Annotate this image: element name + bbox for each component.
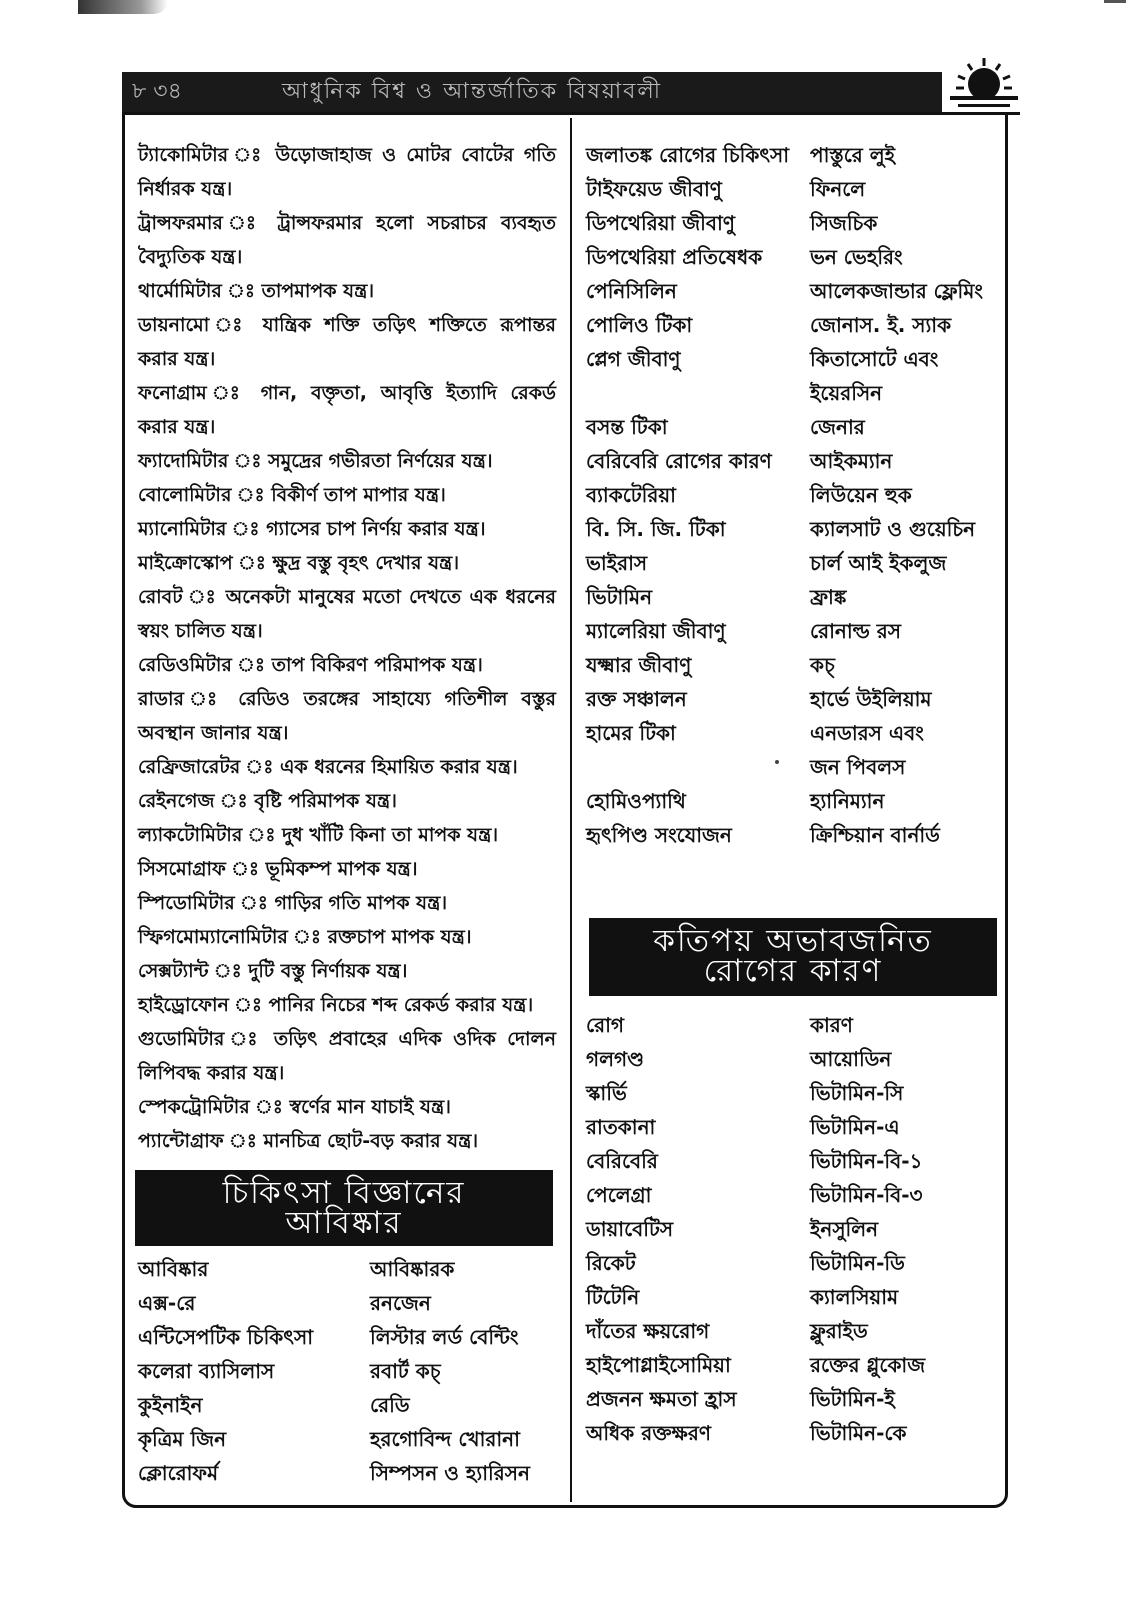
cell-item: কুইনাইন [138, 1393, 203, 1417]
instrument-entry [138, 546, 556, 580]
instrument-term: মাইক্রোস্কোপ [138, 552, 233, 574]
instrument-description: বিকীর্ণ তাপ মাপার যন্ত্র। [271, 484, 446, 506]
page-header [122, 72, 942, 112]
cell-value: এনডারস এবং [810, 721, 924, 745]
instrument-term: রাডার [138, 688, 184, 710]
cell-value: চার্ল আই ইকলুজ [810, 551, 947, 575]
instrument-entry [138, 988, 556, 1022]
cell-item: এক্স-রে [138, 1291, 196, 1315]
instrument-entry [138, 512, 556, 546]
table-row [586, 1348, 1010, 1382]
cell-value: ভিটামিন-ই [810, 1387, 895, 1411]
instrument-description: বৃষ্টি পরিমাপক যন্ত্র। [254, 790, 397, 812]
instrument-entry [138, 444, 556, 478]
cell-value: কচ্ [810, 653, 835, 677]
instrument-term: ফনোগ্রাম [138, 382, 207, 404]
instrument-term: থার্মোমিটার [138, 280, 222, 302]
instrument-entry [138, 750, 556, 784]
table-row [586, 750, 1010, 784]
instrument-description: সমুদ্রের গভীরতা নির্ণয়ের যন্ত্র। [268, 450, 493, 472]
instrument-term: ট্যাকোমিটার [138, 144, 229, 166]
cell-value: লিউয়েন হুক [810, 483, 912, 507]
instrument-description: অনেকটা মানুষের মতো দেখতে এক ধরনের স্বয়ং চালিত যন্ত্র। [138, 586, 557, 642]
instrument-entry [138, 954, 556, 988]
table-row [586, 546, 1010, 580]
table-row [586, 1076, 1010, 1110]
table-row [586, 512, 1010, 546]
instrument-entry [138, 206, 556, 274]
medical-heading-line1: চিকিৎসা বিজ্ঞানের [222, 1175, 466, 1211]
cell-item: অধিক রক্তক্ষরণ [586, 1421, 711, 1445]
instrument-entry [138, 138, 556, 206]
cell-item: কলেরা ব্যাসিলাস [138, 1359, 275, 1383]
cell-item: পেনিসিলিন [586, 279, 677, 303]
cell-value: ইয়েরসিন [810, 381, 883, 405]
table-row [586, 784, 1010, 818]
table-row [586, 138, 1010, 172]
cell-item: ডিপথেরিয়া প্রতিষেধক [586, 245, 763, 269]
cell-item: এন্টিসেপটিক চিকিৎসা [138, 1325, 313, 1349]
cell-value: ভিটামিন-কে [810, 1421, 907, 1445]
instrument-entry [138, 1022, 556, 1090]
instrument-description: তাপমাপক যন্ত্র। [261, 280, 375, 302]
cell-item: ভাইরাস [586, 551, 648, 575]
cell-item: জলাতঙ্ক রোগের চিকিৎসা [586, 143, 790, 167]
instrument-description: রক্তচাপ মাপক যন্ত্র। [327, 926, 472, 948]
table-row [586, 172, 1010, 206]
instrument-term: ট্রান্সফরমার [138, 212, 223, 234]
medical-heading-line2: আবিষ্কার [285, 1205, 403, 1241]
instrument-term: রেফ্রিজারেটর [138, 756, 241, 778]
table-row [586, 716, 1010, 750]
column-header-discoverer: আবিষ্কারক [370, 1257, 455, 1281]
instrument-description: রেডিও তরঙ্গের সাহায্যে গতিশীল বস্তুর অবস্থান জানার যন্ত্র। [138, 688, 556, 744]
cell-item [586, 376, 810, 410]
instrument-term: সিসমোগ্রাফ [138, 858, 226, 880]
instrument-term: স্পিডোমিটার [138, 892, 235, 914]
instruments-list [138, 138, 556, 1158]
cell-value: ভিটামিন-এ [810, 1115, 900, 1139]
table-header-row [138, 1252, 560, 1286]
instrument-term: ফ্যাদোমিটার [138, 450, 229, 472]
cell-value: রেডি [370, 1393, 410, 1417]
table-row [586, 206, 1010, 240]
cell-item: বেরিবেরি রোগের কারণ [586, 449, 772, 473]
cell-value: হার্ভে উইলিয়াম [810, 687, 932, 711]
cell-item: বসন্ত টিকা [586, 415, 668, 439]
instrument-description: গাড়ির গতি মাপক যন্ত্র। [274, 892, 448, 914]
cell-item: বি. সি. জি. টিকা [586, 517, 726, 541]
cell-item: রাতকানা [586, 1115, 656, 1139]
instrument-description: গ্যাসের চাপ নির্ণয় করার যন্ত্র। [266, 518, 486, 540]
instrument-entry [138, 1090, 556, 1124]
table-row [138, 1422, 560, 1456]
table-row [586, 342, 1010, 376]
instrument-term: রেইনগেজ [138, 790, 215, 812]
column-header-disease: রোগ [586, 1013, 625, 1037]
medical-discoveries-heading [135, 1170, 553, 1246]
deficiency-heading-line1: কতিপয় অভাবজনিত [653, 923, 933, 959]
instrument-term: সেক্সট্যান্ট [138, 960, 209, 982]
instrument-description: তাপ বিকিরণ পরিমাপক যন্ত্র। [271, 654, 483, 676]
instrument-entry [138, 648, 556, 682]
cell-value: ইনসুলিন [810, 1217, 879, 1241]
cell-item: রক্ত সঞ্চালন [586, 687, 687, 711]
instrument-term: ম্যানোমিটার [138, 518, 227, 540]
instrument-description: ট্রান্সফরমার হলো সচরাচর ব্যবহৃত বৈদ্যুতিক যন্ত্র। [138, 212, 556, 268]
cell-value: লিস্টার লর্ড বেন্টিং [370, 1325, 519, 1349]
cell-value: ভিটামিন-সি [810, 1081, 904, 1105]
cell-value: রোনাল্ড রস [810, 619, 902, 643]
table-row [586, 1382, 1010, 1416]
instrument-term: রেডিওমিটার [138, 654, 232, 676]
table-row [586, 1178, 1010, 1212]
instrument-entry [138, 1124, 556, 1158]
cell-value: আইকম্যান [810, 449, 893, 473]
instrument-description: যান্ত্রিক শক্তি তড়িৎ শক্তিতে রূপান্তর করার যন্ত্র। [138, 314, 557, 370]
cell-value: রবার্ট কচ্ [370, 1359, 441, 1383]
cell-item: রিকেট [586, 1251, 636, 1275]
table-row [586, 1110, 1010, 1144]
instrument-description: ক্ষুদ্র বস্তু বৃহৎ দেখার যন্ত্র। [272, 552, 460, 574]
table-row [586, 274, 1010, 308]
cell-value: আয়োডিন [810, 1047, 892, 1071]
cell-item: ভিটামিন [586, 585, 653, 609]
cell-value: ক্যালসাট ও গুয়েচিন [810, 517, 976, 541]
instrument-description: মানচিত্র ছোট-বড় করার যন্ত্র। [263, 1130, 479, 1152]
scan-artifact [78, 0, 168, 14]
instrument-entry [138, 852, 556, 886]
instrument-entry [138, 376, 556, 444]
discoveries-continued-table [586, 138, 1010, 852]
cell-item: গলগণ্ড [586, 1047, 645, 1071]
instrument-entry [138, 308, 556, 376]
instrument-entry [138, 274, 556, 308]
cell-value: ফ্লুরাইড [810, 1319, 868, 1343]
scan-artifact-corner [1104, 0, 1126, 3]
table-row [586, 240, 1010, 274]
instrument-term: রোবট [138, 586, 183, 608]
instrument-term: বোলোমিটার [138, 484, 232, 506]
table-row [586, 308, 1010, 342]
cell-value: আলেকজান্ডার ফ্লেমিং [810, 279, 983, 303]
column-header-cause: কারণ [810, 1013, 853, 1037]
instrument-description: তড়িৎ প্রবাহের এদিক ওদিক দোলন লিপিবদ্ধ করার যন্ত্র। [138, 1028, 556, 1084]
cell-item: হৃৎপিণ্ড সংযোজন [586, 823, 732, 847]
cell-item: ব্যাকটেরিয়া [586, 483, 676, 507]
column-header-discovery: আবিষ্কার [138, 1257, 209, 1281]
cell-item: কৃত্রিম জিন [138, 1427, 227, 1451]
cell-value: ভিটামিন-ডি [810, 1251, 905, 1275]
cell-item: পোলিও টিকা [586, 313, 693, 337]
deficiency-heading-line2: রোগের কারণ [703, 953, 883, 989]
cell-item: হামের টিকা [586, 721, 676, 745]
table-row [586, 818, 1010, 852]
cell-item: পেলেগ্রা [586, 1183, 652, 1207]
cell-value: রক্তের গ্লুকোজ [810, 1353, 926, 1377]
page-title: আধুনিক বিশ্ব ও আন্তর্জাতিক বিষয়াবলী [282, 79, 663, 104]
table-row [586, 614, 1010, 648]
cell-value: ক্যালসিয়াম [810, 1285, 899, 1309]
instrument-term: হাইড্রোফোন [138, 994, 229, 1016]
instrument-term: প্যান্টোগ্রাফ [138, 1130, 224, 1152]
instrument-description: দুটি বস্তু নির্ণায়ক যন্ত্র। [248, 960, 408, 982]
cell-value: পাস্তুরে লুই [810, 143, 896, 167]
deficiency-diseases-heading [589, 918, 997, 996]
table-row [586, 648, 1010, 682]
cell-item: টাইফয়েড জীবাণু [586, 177, 722, 201]
cell-value: সিজচিক [810, 211, 878, 235]
cell-item: হোমিওপ্যাথি [586, 789, 686, 813]
medical-discoveries-table [138, 1252, 560, 1490]
table-row [586, 1246, 1010, 1280]
instrument-term: স্পেকট্রোমিটার [138, 1096, 250, 1118]
table-row [586, 580, 1010, 614]
instrument-entry [138, 478, 556, 512]
cell-item: ম্যালেরিয়া জীবাণু [586, 619, 726, 643]
table-row [586, 1144, 1010, 1178]
cell-item: হাইপোগ্লাইসোমিয়া [586, 1353, 731, 1377]
table-row [586, 1314, 1010, 1348]
cell-value: জন পিবলস [810, 755, 906, 779]
cell-item: প্লেগ জীবাণু [586, 347, 681, 371]
cell-value: হরগোবিন্দ খোরানা [370, 1427, 520, 1451]
cell-item: স্কার্ভি [586, 1081, 627, 1105]
cell-value: ফিনলে [810, 177, 866, 201]
table-header-row [586, 1008, 1010, 1042]
table-row [138, 1388, 560, 1422]
cell-item: টিটেনি [586, 1285, 640, 1309]
instrument-entry [138, 920, 556, 954]
table-row [586, 478, 1010, 512]
column-divider [570, 118, 572, 1502]
instrument-description: ভূমিকম্প মাপক যন্ত্র। [265, 858, 418, 880]
table-row [586, 1280, 1010, 1314]
instrument-entry [138, 784, 556, 818]
table-row [586, 1212, 1010, 1246]
instrument-description: পানির নিচের শব্দ রেকর্ড করার যন্ত্র। [268, 994, 534, 1016]
instrument-term: স্ফিগমোম্যানোমিটার [138, 926, 288, 948]
cell-value: ভিটামিন-বি-১ [810, 1149, 923, 1173]
cell-value: রনজেন [370, 1291, 431, 1315]
table-row [586, 444, 1010, 478]
cell-value: ফ্রাঙ্ক [810, 585, 847, 609]
cell-value: জোনাস. ই. স্যাক [810, 313, 952, 337]
cell-item: বেরিবেরি [586, 1149, 658, 1173]
cell-item [586, 750, 810, 784]
table-row [586, 1042, 1010, 1076]
table-row [138, 1456, 560, 1490]
cell-item: দাঁতের ক্ষয়রোগ [586, 1319, 710, 1343]
table-row [138, 1354, 560, 1388]
instrument-description: স্বর্ণের মান যাচাই যন্ত্র। [289, 1096, 451, 1118]
cell-value: ভন ভেহরিং [810, 245, 903, 269]
cell-value: ভিটামিন-বি-৩ [810, 1183, 923, 1207]
page-number: ৮ ৩৪ [132, 79, 182, 104]
cell-value: জেনার [810, 415, 865, 439]
cell-value: হ্যানিম্যান [810, 789, 885, 813]
instrument-description: দুধ খাঁটি কিনা তা মাপক যন্ত্র। [282, 824, 499, 846]
instrument-entry [138, 818, 556, 852]
table-row [138, 1286, 560, 1320]
cell-item: ক্লোরোফর্ম [138, 1461, 219, 1485]
cell-item: ডায়াবেটিস [586, 1217, 674, 1241]
table-row [586, 410, 1010, 444]
cell-item: প্রজনন ক্ষমতা হ্রাস [586, 1387, 737, 1411]
publisher-logo-icon [944, 54, 1024, 120]
cell-value: কিতাসোটে এবং [810, 347, 939, 371]
instrument-term: গুডোমিটার [138, 1028, 225, 1050]
cell-item: ডিপথেরিয়া জীবাণু [586, 211, 735, 235]
table-row [586, 376, 1010, 410]
instrument-term: ল্যাকটোমিটার [138, 824, 243, 846]
instrument-entry [138, 682, 556, 750]
table-row [586, 1416, 1010, 1450]
print-speck [775, 760, 779, 764]
deficiency-diseases-table [586, 1008, 1010, 1450]
cell-value: সিম্পসন ও হ্যারিসন [370, 1461, 530, 1485]
instrument-term: ডায়নামো [138, 314, 210, 336]
instrument-entry [138, 580, 556, 648]
cell-value: ক্রিশ্চিয়ান বার্নার্ড [810, 823, 940, 847]
table-row [138, 1320, 560, 1354]
table-row [586, 682, 1010, 716]
cell-item: যক্ষ্মার জীবাণু [586, 653, 692, 677]
instrument-description: উড়োজাহাজ ও মোটর বোটের গতি নির্ধারক যন্ত্র। [138, 144, 556, 200]
instrument-entry [138, 886, 556, 920]
instrument-description: গান, বক্তৃতা, আবৃত্তি ইত্যাদি রেকর্ড করার যন্ত্র। [138, 382, 556, 438]
instrument-description: এক ধরনের হিমায়িত করার যন্ত্র। [279, 756, 518, 778]
